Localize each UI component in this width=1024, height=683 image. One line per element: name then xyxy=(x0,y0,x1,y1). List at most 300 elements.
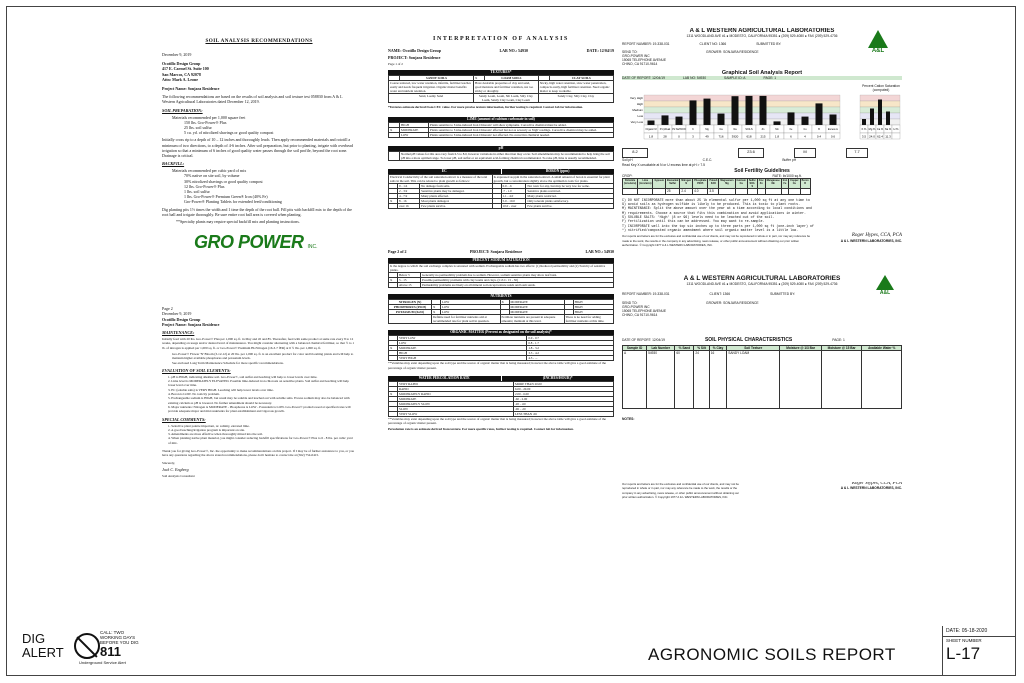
param-label: P2 NaHCO3 xyxy=(672,128,686,131)
band-label: Low xyxy=(637,114,643,118)
fert-col-head: Boron B xyxy=(800,178,810,188)
param-value: 6 xyxy=(790,134,792,139)
organic-range: 4.3 - ... xyxy=(527,356,614,361)
cation-value: 3.5 xyxy=(861,134,867,139)
fert-col-head: Elemental Sulfur xyxy=(666,178,680,188)
nutrient-level: HIGH xyxy=(573,300,613,305)
percolation-footer: Percolation rate is an estimate derived from texture. For more specific rates, further testing is required. Contact lab for information. xyxy=(388,427,574,432)
texture-head: CLAY SOILS xyxy=(549,75,613,80)
graph-date: DATE OF REPORT: 12/04/19 xyxy=(622,75,665,80)
send-to-line: 15065 TELEPHONE AVENUE xyxy=(622,309,667,314)
graph-bar xyxy=(830,115,837,126)
physical-title-row xyxy=(622,338,902,342)
textures-note: *Textures estimate derived from CEC value. For more precise texture information, further testing is required. Contact lab for information. xyxy=(388,104,584,109)
param-value: 4 xyxy=(804,134,806,139)
nutrient-level: LOW xyxy=(441,300,501,305)
param-value: 0.6 xyxy=(830,134,836,139)
cation-value: 11.3 xyxy=(885,134,891,139)
read-note: Read Key X unsuitable at N or U excess lime at pH > 7.5 xyxy=(622,163,705,168)
submitted-by: SUBMITTED BY: xyxy=(756,42,782,47)
cation-label: K % xyxy=(861,128,867,131)
sodium-bar: PERCENT SODIUM SATURATION xyxy=(388,258,614,263)
maintenance-bullets xyxy=(162,352,356,365)
lab2-signature xyxy=(841,482,902,499)
interpretation-title: INTERPRETATION OF ANALYSIS xyxy=(433,36,569,42)
fert-value xyxy=(638,188,653,194)
perc-range: MORE THAN 20.00 xyxy=(513,381,613,386)
maintenance-bullet: Gro-Power® Flower 'N' Bloom (3-12-12) at 20 lbs. per 1,000 sq. ft. is an excellent product for color and blooming plants and will help to maintain higher available phosphorus and potassium levels. xyxy=(172,351,354,361)
buffer-ph-value: 7.7 xyxy=(846,148,868,158)
lab-address: 1311 WOODLAND AVE #1 ● MODESTO, CALIFORNIA 95351 ● (209) 529-4080 ● FAX (209) 529-4736 xyxy=(686,34,838,38)
soil-ph-label: Soil pH xyxy=(622,158,633,162)
nutrient-level: MODERATE xyxy=(509,300,564,305)
ec-effect: No damage from salts. xyxy=(420,184,492,189)
boron-desc: Is expressed as ppm in the saturation extract. A small amount of boron is essential for plant growth, but a concentration slightly above the optimum is toxic for plants. xyxy=(492,175,613,184)
material-line: Materials recommended per 1,000 square feet xyxy=(172,114,246,120)
lime-check xyxy=(389,133,400,138)
nutrient-note: Definite need for fertilizer nutrients add at recommended rate for plant soil in question. xyxy=(432,315,501,324)
evaluation-item: 6. Major nutrients: Nitrogen is MODERATE - Phosphorus is LOW - Potassium is LOW. Gro-Power® products used at specified rates will provide adequate major and micronutrients for plant establishment and vigorous growth. xyxy=(168,404,351,414)
fert-col-head: Lime (tons/acre) xyxy=(638,178,653,188)
comment-line: S) SOLUBLE SALTS: 'High' (8 or 96) levels need to be leached out of the soil. xyxy=(622,215,775,220)
phys-cell xyxy=(780,351,822,409)
lime-level: HIGH xyxy=(400,123,429,128)
notes-label: NOTES: xyxy=(622,417,635,422)
material-line: 1 lbs. Gro-Power® Premium Green® Iron (40% Fe) xyxy=(184,194,268,200)
fert-value xyxy=(789,188,800,194)
fertility-table xyxy=(622,178,811,195)
graph-bar xyxy=(732,96,739,125)
graph-bar xyxy=(648,121,655,126)
comment-line: M) requirements. Choose a source that fits this combination and avoid applications in winter. xyxy=(622,210,806,215)
recommendations-column xyxy=(162,38,356,638)
intro-paragraph: The following recommendations are based on the results of soil analysis and soil texture test 058830 from A & L Western Agricultural Laboratories dated December 12, 2019. xyxy=(162,94,343,105)
param-value: 716 xyxy=(718,134,724,139)
graph-bar xyxy=(718,114,725,125)
phys-cell: 24 xyxy=(694,351,709,409)
perc-range: 6.00 - 20.00 xyxy=(513,386,613,391)
graph-bar xyxy=(676,117,683,125)
alert-label: ALERT xyxy=(22,645,64,660)
perc-range: .20 - .60 xyxy=(513,401,613,406)
soil-analysis-graph xyxy=(622,93,902,147)
texture-head: LOAM SOILS xyxy=(485,75,539,80)
material-line: 70% native on site soil, by volume xyxy=(184,173,240,179)
band-bg xyxy=(644,119,840,125)
band-bg xyxy=(644,101,840,107)
graph-title: Graphical Soil Analysis Report xyxy=(721,69,803,76)
special-comments-list xyxy=(162,424,356,445)
special-item: 3. Amendments are more effective when thoroughly mixed into the soil. xyxy=(168,432,263,437)
perc-check xyxy=(389,411,398,416)
nutrient-level: HIGH xyxy=(573,310,613,315)
recommendations-heading: SOIL ANALYSIS RECOMMENDATIONS xyxy=(205,38,313,44)
special-item: 4. When planting native plant material, you might consider reducing backfill specifications for Gro-Power® Plus to 6 - 8 lbs. per cubic yard of mix. xyxy=(168,436,353,445)
graph-bar xyxy=(760,96,767,125)
lime-desc: Plants sensitive to 'Lime-induced Iron Chlorosis' not affected. No corrective chemical needed. xyxy=(429,133,614,138)
special-comments-heading: SPECIAL COMMENTS: xyxy=(162,416,206,422)
send-to-line: SEND TO: xyxy=(622,300,638,305)
fert-value xyxy=(800,188,810,194)
texture-desc: Sticky, high water retention, slow water penetration, compacts easily, high fertilizer retention. Need organic matter to keep workable. xyxy=(538,80,613,93)
graph-bar xyxy=(662,115,669,125)
band-label: Very Low xyxy=(630,120,643,124)
lab2-disclaimer-row xyxy=(622,482,902,499)
phys-col-head: % Silt xyxy=(694,346,709,351)
param-value: 49 xyxy=(705,134,709,139)
maintenance-bullet: See enclosed Long Term Maintenance Schedule for more specific recommendations. xyxy=(172,360,284,365)
thanks-paragraph: Thank you for giving Gro-Power®, Inc. the opportunity to make recommendations on this project. If I may be of further assistance to you, or you have any questions regarding the above stated recommendations, please don't hesitate to contact me at (562) 754-0415. xyxy=(162,449,355,458)
fert-col-head: Copper Cu xyxy=(789,178,800,188)
sodium-range: Above 15 xyxy=(398,283,421,288)
boron-range: .7 - 1.0 xyxy=(501,189,526,194)
cation-bar xyxy=(886,112,890,126)
ec-effect: Most plants damaged. xyxy=(420,199,492,204)
page2-lab: LAB NO.: 54930 xyxy=(585,249,614,254)
graph-sample: SAMPLE ID: A xyxy=(724,75,746,80)
send-to-line: GRO-POWER INC xyxy=(622,304,650,309)
param-label: Mn xyxy=(775,128,779,131)
sodium-range: 5 - 15 xyxy=(398,278,421,283)
nutrient-level: MODERATE xyxy=(509,310,564,315)
signature-name: Roger Hypes, CCA, PCA xyxy=(851,233,902,239)
signature-company: A & L WESTERN LABORATORIES, INC. xyxy=(840,238,902,243)
lab2-signature-company: A & L WESTERN LABORATORIES, INC. xyxy=(840,486,902,491)
ph-check xyxy=(389,152,400,161)
param-value: 0.4 xyxy=(816,134,822,139)
boron-effect: Not toxic for any, but may be very low for some. xyxy=(526,184,614,189)
backfill-materials xyxy=(162,168,356,204)
cation-value-cell xyxy=(892,133,900,139)
texture-head: SANDY SOILS xyxy=(400,75,474,80)
nutrients-bar: NUTRIENTS xyxy=(388,294,614,299)
band-bg xyxy=(644,113,840,119)
ec-range: 4 - 7.9 xyxy=(398,194,420,199)
physical-table xyxy=(622,345,902,409)
sheet-date: DATE: 05-18-2020 xyxy=(943,626,1016,637)
send-to-line: CHINO, CA 91710-9614 xyxy=(622,313,658,318)
lab2-grower: GROWER: SONJARA RESIDENCE xyxy=(706,300,759,305)
nutrient-level: HIGH xyxy=(573,305,613,310)
cation-title: Percent Cation Saturation (computed) xyxy=(862,84,900,93)
grower: GROWER: SONJARA RESIDENCE xyxy=(706,49,759,54)
organic-matter-table xyxy=(388,335,614,361)
fert-col-head: Calcium Ca xyxy=(735,178,747,188)
nutrient-check: X xyxy=(432,305,441,310)
send-to-line: SEND TO: xyxy=(622,49,638,54)
cec-value: 23.6 xyxy=(738,148,764,158)
percolation-table xyxy=(388,381,614,417)
send-to-line: GRO-POWER INC xyxy=(622,53,650,58)
evaluation-item: 4. Boron is LOW. No toxicity problem. xyxy=(168,392,220,397)
specialty-note: **Specialty plants may require special backfill mix and planting instructions. xyxy=(176,219,300,225)
sincerely: Sincerely, xyxy=(162,460,176,465)
phys-cell: 16 xyxy=(709,351,727,409)
param-label: Organic M xyxy=(645,128,657,131)
sheet-title: AGRONOMIC SOILS REPORT xyxy=(648,645,896,664)
address-line: Ocotillo Design Group xyxy=(162,61,201,67)
client-number: CLIENT NO: 1366 xyxy=(699,42,727,47)
lime-level: MODERATE xyxy=(400,128,429,133)
organic-level: HIGH xyxy=(398,351,527,356)
organic-level: MODERATE xyxy=(398,346,527,351)
evaluation-list xyxy=(162,375,356,414)
project-name: Project Name: Sonjara Residence xyxy=(162,86,220,92)
organic-range: 0.8 - 1.7 xyxy=(527,341,614,346)
texture-desc: Coarse textured, low water retention, infertile, fertilizer leaches easily and needs frequent irrigation. Organic matter benefits water and nutrient retention. xyxy=(389,80,474,93)
lab-signature xyxy=(841,234,902,247)
phys-cell xyxy=(862,351,902,409)
phys-col-head: Soil Texture xyxy=(727,346,780,351)
cation-label: Ca % xyxy=(876,128,884,131)
fert-col-head: Zinc Zn xyxy=(757,178,765,188)
param-label: P1 (Weak xyxy=(659,128,671,131)
phys-col-head: % Clay xyxy=(709,346,727,351)
band-bg xyxy=(644,95,840,101)
organic-note: **Variables may exist depending upon the soil type and the source of organic matter that is being measured; however the above table will give a good estimate of the percentage of organic matter present. xyxy=(388,361,607,370)
sodium-effect: Permeability problems are likely on all mineral soil except texture sands and loam sands. xyxy=(421,283,614,288)
lime-desc: Plants sensitive to 'Lime-induced Iron Chlorosis' affected but not as severely as 'high' readings. Corrective chemical may be added. xyxy=(429,128,614,133)
param-value: 618 xyxy=(746,134,752,139)
organic-matter-bar: ORGANIC MATTER (Percent as designated on the soil analysis)* xyxy=(388,330,614,335)
address-line: San Marcos, CA 92078 xyxy=(162,71,201,77)
cation-bar xyxy=(870,109,874,126)
evaluation-item: 1. pH is HIGH, indicating alkaline soil. Gro-Power®, soil sulfur and leaching will help to lower levels over time. xyxy=(168,374,318,379)
maintenance-body: Initially feed with 20 lbs. Gro-Power® Plus per 1,000 sq. ft. in May and 45 and 85. Thereafter, feed with same product at same rate every 8 to 12 weeks, depending on usage and/or desired level of maintenance. You might consider alternating with a balanced chemical fertilizer, so that ½ to 1 lb. of nitrogen is applied per 1,000 sq. ft. or Gro-Power® Premium Hi-Nitrogen (16-3-7 fER) at 6 ½ lbs. per 1,000 sq. ft. xyxy=(162,337,355,350)
boron-range: 1.1 - 4.0 xyxy=(501,194,526,199)
comments-block xyxy=(622,198,902,232)
ec-desc: Electrical Conductivity of the soil saturation extract is a measure of the total salts in the soil. This can be related to plant growth as follows: xyxy=(389,175,493,184)
phys-col-head: % Sand xyxy=(675,346,694,351)
texture-type: Sand, Loamy Sand xyxy=(389,93,474,102)
perc-level: MODERATE xyxy=(398,396,514,401)
sodium-effect: Possible permeability problems with clay loams and clays. (C.E.C. 15 - 30) xyxy=(421,278,614,283)
ec-boron-table xyxy=(388,174,614,209)
lab-logo: A&L xyxy=(865,30,891,62)
sodium-table xyxy=(388,263,614,288)
evaluation-item: 3. EC (soluble salts) is VERY HIGH. Leaching will help lower levels over time. xyxy=(168,387,274,392)
perc-level: MODERATELY RAPID xyxy=(398,391,514,396)
param-label: Zn xyxy=(761,128,765,131)
graph-page: PAGE: 1 xyxy=(763,75,777,80)
comment-line: *) nitrified/composted organic amendment where soil organic matter level is a little low. xyxy=(622,227,799,232)
fert-col-head: Dolomite (tons/acre) xyxy=(623,178,638,188)
cation-bar xyxy=(862,119,866,125)
lab2-disclaimer: Our reports and letters are for the exclusive and confidential use of our clients, and may not be reproduced in whole or in part, nor may any reference be made to the work, the results or the company in any advertising, news release, or other public announcement without obtaining our prior written authorization. © Copyright 1977 A & L WESTERN LABORATORIES, INC. xyxy=(622,482,740,499)
phys-cell: SANDY LOAM xyxy=(727,351,780,409)
ph-bar: pH xyxy=(388,146,614,151)
lime-level: LOW xyxy=(400,133,429,138)
percolation-header xyxy=(388,376,614,381)
param-label: Na xyxy=(733,128,737,131)
perc-level: SLOW xyxy=(398,406,514,411)
gro-power-logo xyxy=(194,232,356,254)
811-number: 811 xyxy=(100,644,121,659)
send-to-line: CHINO, CA 91710-9614 xyxy=(622,62,658,67)
material-line: 1 lbs. soil sulfur xyxy=(184,189,210,195)
special-item: 2. A good leaching/irrigation program is important on site. xyxy=(168,427,245,432)
fert-value: 3.5 xyxy=(708,188,719,194)
sheet-number: L-17 xyxy=(946,644,981,663)
fert-value xyxy=(765,188,781,194)
ph-boxes xyxy=(622,148,902,158)
boron-effect: Sensitive plants restricted. xyxy=(526,189,614,194)
graph-bar xyxy=(746,96,753,125)
graph-bar xyxy=(788,112,795,125)
report-meta xyxy=(622,42,902,46)
param-value: 3920 xyxy=(731,134,739,139)
page-indicator: Page 1 of 2 xyxy=(388,62,403,67)
param-label: SO4-S xyxy=(745,128,753,131)
logo-sub: INC. xyxy=(307,244,318,251)
fert-col-head: Iron Fe xyxy=(781,178,789,188)
disclaimer: Our reports and letters are for the exclusive and confidential use of our clients, and may not be reproduced in whole or in part, nor may any reference be made to the work, the results or the company in any advertising, news release, or other public announcement without obtaining our prior written authorization. © Copyright 1977 A & L WESTERN LABORATORIES, INC. xyxy=(622,234,811,247)
fert-col-head: Nitrogen N xyxy=(680,178,693,188)
ph-labels xyxy=(622,158,902,162)
nutrient-name: NITROGEN (N) xyxy=(389,300,432,305)
fert-value xyxy=(653,188,666,194)
fert-value: 4.0 xyxy=(693,188,708,194)
dig-alert-block xyxy=(22,630,152,670)
param-label: Excess Li xyxy=(827,128,839,131)
underground-alert: Underground Service Alert xyxy=(79,660,126,665)
ec-check: X xyxy=(389,199,398,204)
param-label: Fe xyxy=(789,128,793,131)
soil-ph-value: 8.2 xyxy=(622,148,648,158)
lab2-client: CLIENT: 1366 xyxy=(709,292,731,297)
lime-check: X xyxy=(389,128,400,133)
disclaimer-row xyxy=(622,234,902,247)
phys-col-head: Moisture @ 1/3 Bar xyxy=(780,346,822,351)
texture-check: X xyxy=(474,75,485,80)
phys-cell: 60 xyxy=(675,351,694,409)
lab2-date: DATE OF REPORT: 12/04/19 xyxy=(622,337,665,342)
dig-alert-text xyxy=(22,632,64,660)
organic-level: LOW xyxy=(398,341,527,346)
param-value: 28 xyxy=(663,134,667,139)
param-label: Ca xyxy=(719,128,723,131)
page2-project: PROJECT: Sonjara Residence xyxy=(469,249,523,254)
band-bg xyxy=(644,107,840,113)
perc-check: X xyxy=(389,391,398,396)
backfill-body: Dig planting pits 1½ times the width and 1 time the depth of the root ball. Fill pits with backfill mix to the depth of the root ball and irrigate thoroughly. Be sure entire root ball area is covered when planting. xyxy=(162,206,352,217)
fert-value xyxy=(623,188,638,194)
nutrient-check: X xyxy=(500,300,509,305)
texture-desc: Have desirable properties of clay and sand, good moisture and fertilizer retention, not too sticky or droughty. xyxy=(474,80,539,93)
page2-line: Project Name: Sonjara Residence xyxy=(162,321,220,327)
fert-col-head: Potash K2O xyxy=(708,178,719,188)
graph-bar xyxy=(802,117,809,125)
organic-check xyxy=(389,356,398,361)
material-line: 12 lbs. Gro-Power® Plus xyxy=(184,183,225,189)
param-value: 1.8 xyxy=(774,134,780,139)
boron-range: 10.0 - over xyxy=(501,204,526,209)
boron-effect: Only tolerant plants satisfactory. xyxy=(526,199,614,204)
cec-label: C.E.C. xyxy=(702,158,713,162)
call-text: CALL: TWO WORKING DAYS BEFORE YOU DIG xyxy=(100,630,139,645)
param-label: Cu xyxy=(803,128,807,131)
boron-range: 0.0 - .6 xyxy=(501,184,526,189)
signature: Jack C. Engberg xyxy=(162,466,189,472)
fertility-title: Soil Fertility Guidelines xyxy=(734,167,790,174)
graph-bar xyxy=(774,121,781,125)
page2-line: December 9, 2019 xyxy=(162,311,192,317)
param-label: B xyxy=(818,128,820,131)
fert-value xyxy=(747,188,757,194)
page2-header xyxy=(162,306,356,327)
material-line: 30% nitrolized shavings or good quality compost xyxy=(184,178,263,184)
graph-bar xyxy=(816,103,823,125)
cation-label: Mg % xyxy=(868,128,876,131)
comment-line: M) MAINTENANCE: Split the above amount over the year at a time according to local conditions and xyxy=(622,206,812,211)
ec-check xyxy=(389,204,398,209)
title-block xyxy=(942,626,1016,675)
backfill-heading: BACKFILL: xyxy=(162,161,185,167)
interpretation-column xyxy=(388,36,614,636)
texture-type: Sandy Clay, Silty Clay, Clay xyxy=(538,93,613,102)
rate-label: RATE: lb/1000 sq.ft. xyxy=(772,173,802,178)
ph-table xyxy=(388,151,614,161)
fert-col-head: Phosphate P2O5 xyxy=(693,178,708,188)
material-line: 150 lbs. Gro-Power® Plus xyxy=(184,119,227,125)
ec-range: 2 - 3.9 xyxy=(398,189,420,194)
percolation-note: **Variables may exist depending upon the soil type and the source of organic matter that is being measured; however the above table will give a good estimate of the percentage of organic matter present. xyxy=(388,416,607,426)
nutrient-level: LOW xyxy=(441,305,501,310)
logo-text: GRO POWER xyxy=(194,232,304,253)
boron-bar: BORON (ppm) xyxy=(502,169,615,174)
lab2-address: 1311 WOODLAND AVE #1 ● MODESTO, CALIFORNIA 95351 ● (209) 529-4080 ● FAX (209) 529-4736 xyxy=(686,282,838,286)
evaluation-item: 5. Exchangeable sodium is HIGH, but result may be soluble and leached out with soluble salts. Excess sodium may also be balanced with existing calcium as pH is lowered. No further amendment should be necessary. xyxy=(168,396,350,405)
texture-type: Sandy Loam, Loam, Silt Loam, Silty Clay Loam, Sandy Clay Loam, Clay Loam xyxy=(474,93,539,102)
phys-cell: A xyxy=(623,351,647,409)
band-label: High xyxy=(636,102,643,106)
sodium-check: X xyxy=(389,278,398,283)
perc-level: VERY SLOW xyxy=(398,411,514,416)
lab2-submitted: SUBMITTED BY: xyxy=(770,292,796,297)
report-number: REPORT NUMBER: 19-338-031 xyxy=(622,42,670,47)
evaluation-heading: EVALUATION OF SOIL ELEMENTS: xyxy=(162,367,231,373)
soil-prep-heading: SOIL PREPARATION: xyxy=(162,107,203,113)
boron-effect: Many plants restricted. xyxy=(526,194,614,199)
graph-bar xyxy=(690,100,697,125)
lab2-meta xyxy=(622,292,902,296)
nutrient-name: PHOSPHORUS (P2O5) xyxy=(389,305,432,310)
nutrient-name: POTASSIUM (K2O) xyxy=(389,310,432,315)
lime-table xyxy=(388,122,614,138)
ec-effect: Few plants survive. xyxy=(420,204,492,209)
fert-col-head: Gypsum xyxy=(653,178,666,188)
nutrients-table xyxy=(388,299,614,324)
recipient-address xyxy=(162,61,356,82)
address-line: 417 E. Carmel St. Suite 100 xyxy=(162,66,209,72)
organic-check: X xyxy=(389,346,398,351)
signature-title: Soil Analysis Consultant xyxy=(162,474,195,479)
comment-line: T) INCORPORATE well into the top six inches up to three parts per 1,000 sq ft (one-inch layer) of xyxy=(622,223,814,228)
fert-col-head: Magnesium Mg xyxy=(719,178,735,188)
ec-range: 8 - 16 xyxy=(398,199,420,204)
sodium-effect: Generally no permeability problem due to sodium. However, sodium sensitive plants may show leaf burn. xyxy=(421,273,614,278)
perc-range: LESS THAN .06 xyxy=(513,411,613,416)
buffer-ph-label: Buffer pH xyxy=(782,158,797,162)
maintenance-heading: MAINTENANCE: xyxy=(162,330,195,336)
no-dig-icon xyxy=(74,633,100,659)
perc-level: RAPID xyxy=(398,386,514,391)
perc-level: MODERATELY SLOW xyxy=(398,401,514,406)
param-label: Mg xyxy=(705,128,709,131)
organic-range: 0.0 - 0.7 xyxy=(527,336,614,341)
address-line: Attn: Mark A. Leone xyxy=(162,76,198,82)
percolation-bar: WATER PERCOLATION RATE xyxy=(388,376,501,381)
